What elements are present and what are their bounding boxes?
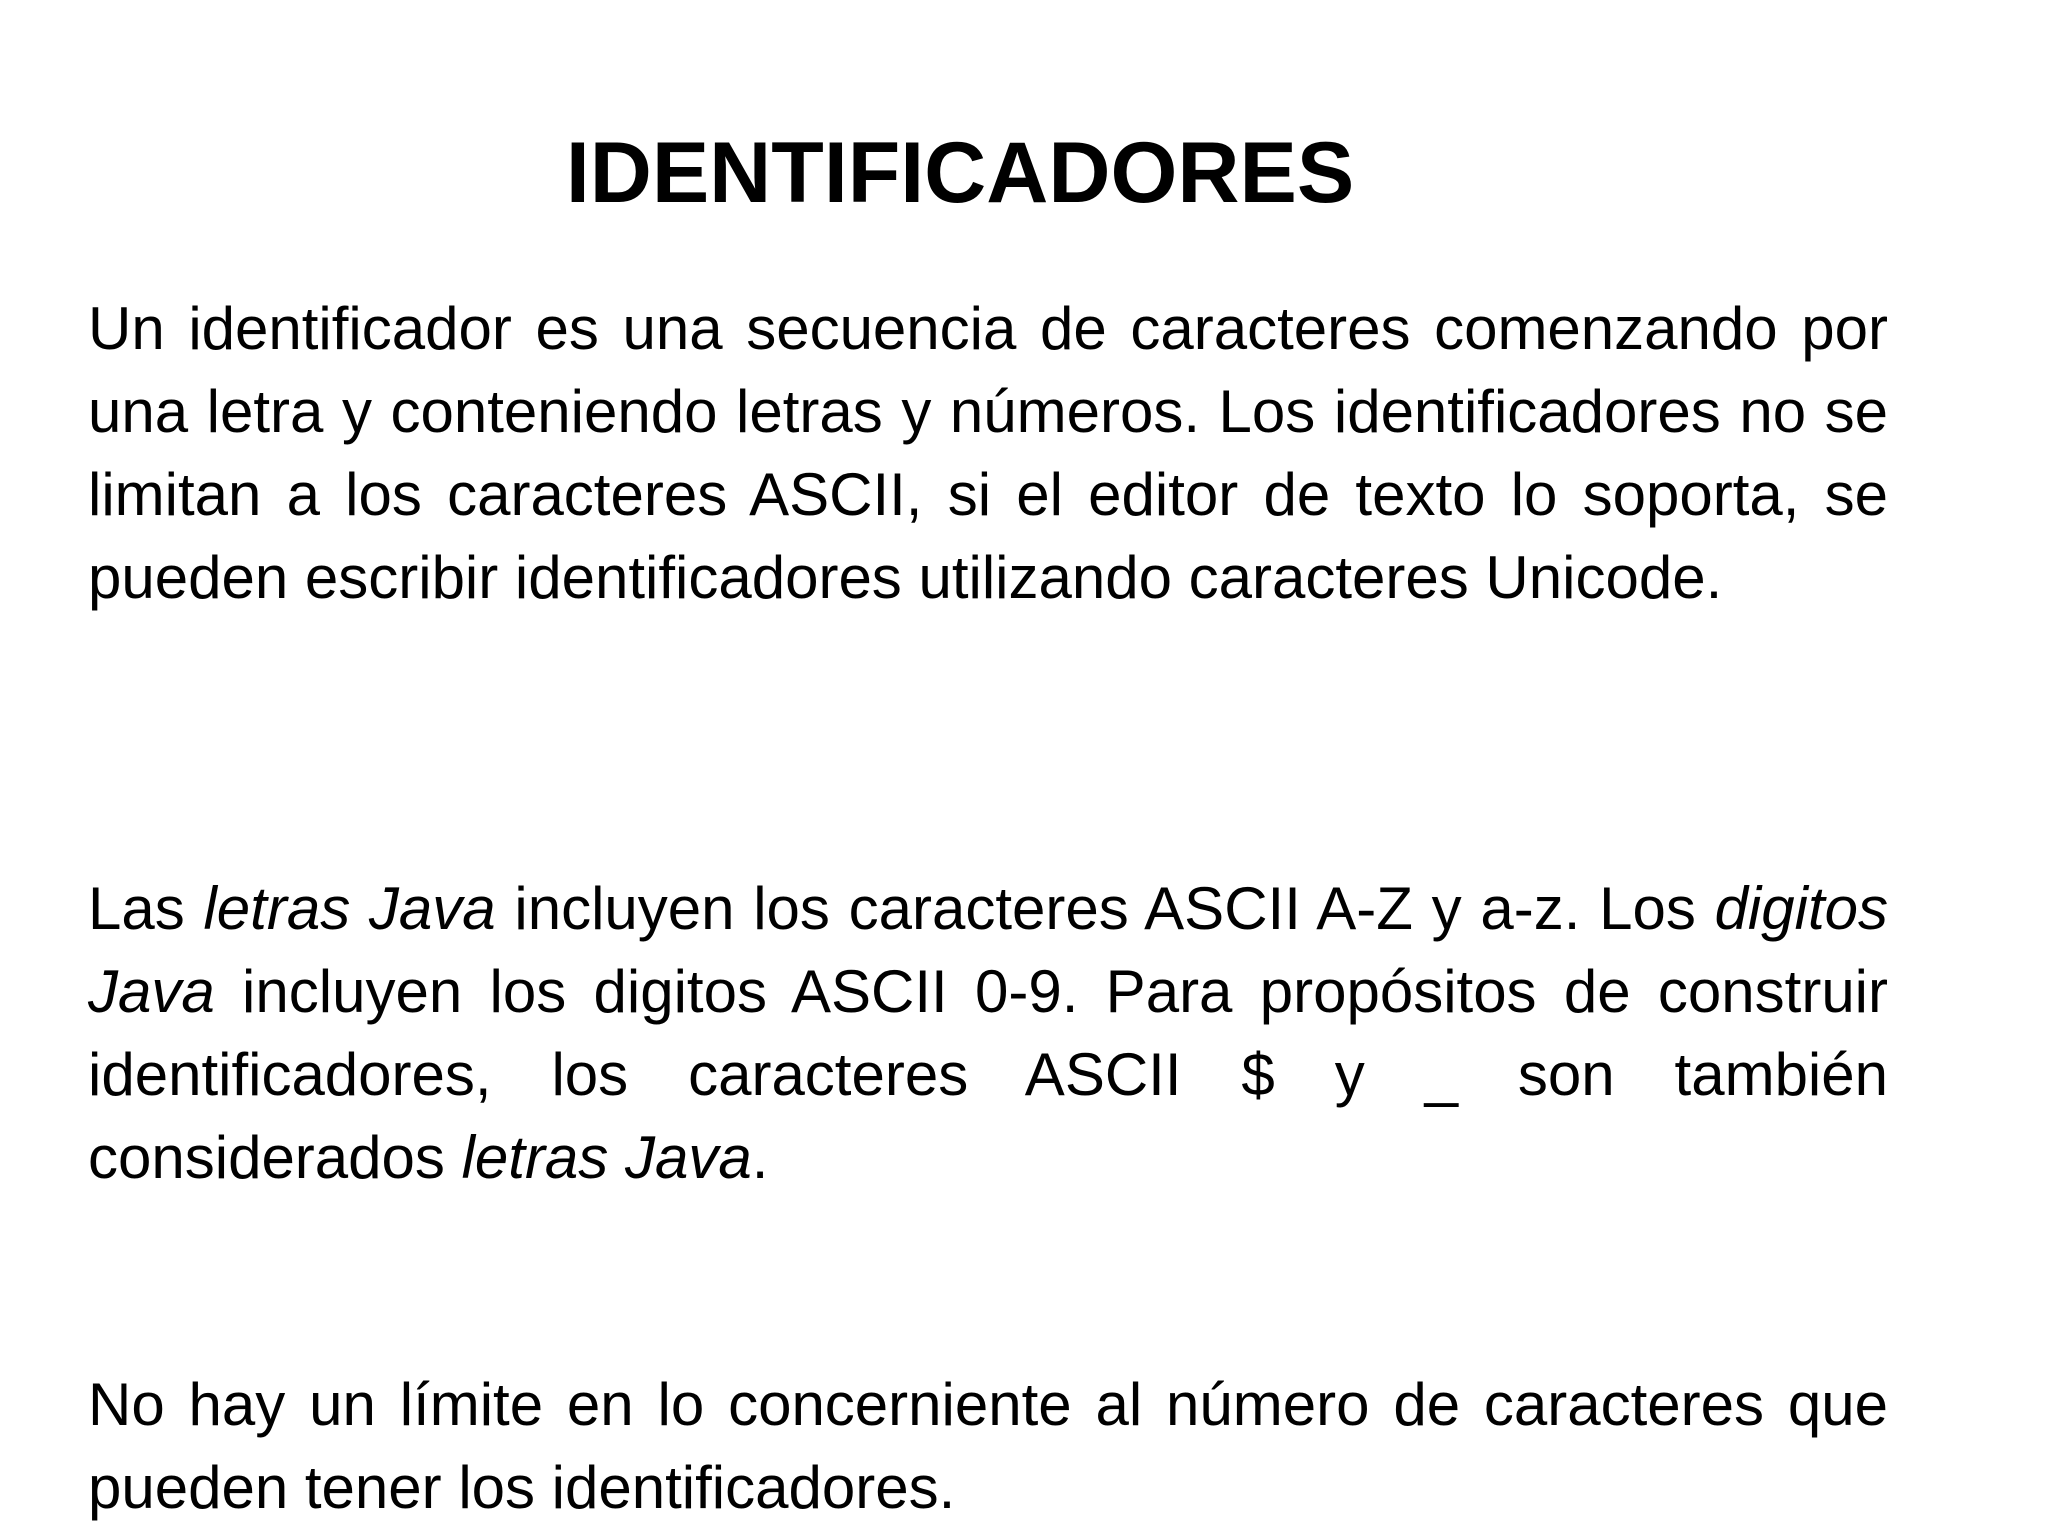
italic-term-letras-java: letras Java xyxy=(203,875,496,942)
paragraph-length-limit: No hay un límite en lo concerniente al número de caracteres que pueden tener los identificadores. xyxy=(88,1371,1888,1521)
paragraph-text-segment: incluyen los caracteres ASCII A-Z y a-z. Los xyxy=(495,875,1715,942)
paragraph-text-segment: Las xyxy=(88,875,204,942)
slide-title: IDENTIFICADORES xyxy=(565,125,1355,221)
paragraph-java-letters xyxy=(88,867,1888,1199)
italic-term-digitos-java: digitos Java xyxy=(88,875,1888,1025)
paragraph-identifier-definition: Un identificador es una secuencia de caracteres comenzando por una letra y conteniendo letras y números. Los identificadores no se limitan a los caracteres ASCII, si el editor de texto lo soporta, se pueden escribir identificadores utilizando caracteres Unicode. xyxy=(88,295,1888,611)
paragraph-text-segment: . xyxy=(751,1124,769,1191)
italic-term-letras-java: letras Java xyxy=(461,1124,752,1191)
paragraph-text-segment: incluyen los digitos ASCII 0-9. Para propósitos de construir identificadores, los caracteres ASCII $ y _ son también considerados xyxy=(88,958,1888,1191)
